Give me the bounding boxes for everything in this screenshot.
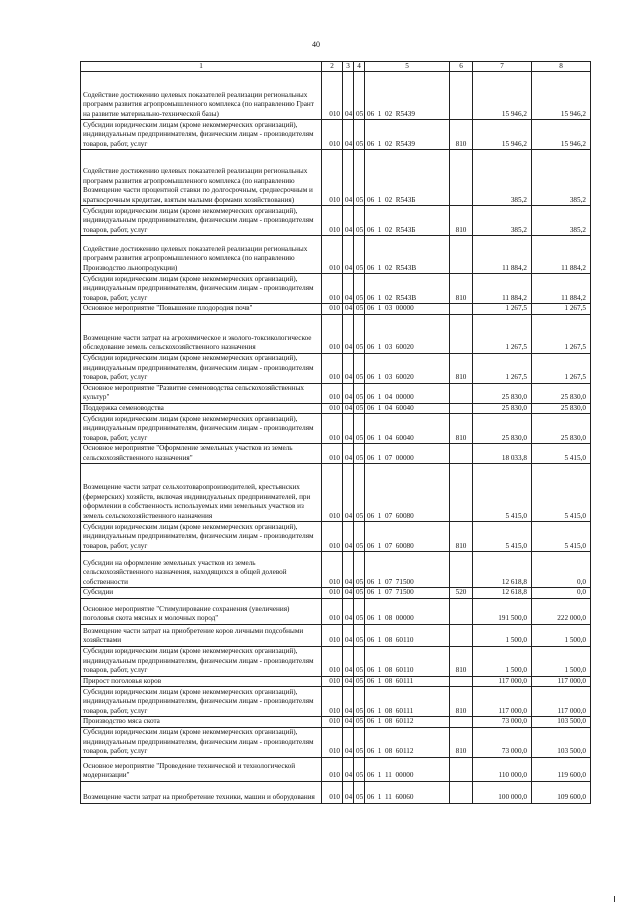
amount-year1: 15 946,2	[473, 120, 532, 150]
section-code: 010	[322, 274, 343, 304]
table-row	[81, 304, 591, 315]
amount-year2: 1 500,0	[532, 624, 591, 646]
subsection2-code: 05	[354, 687, 365, 717]
subsection-code: 04	[343, 624, 354, 646]
amount-year2: 1 500,0	[532, 646, 591, 676]
section-code: 010	[322, 403, 343, 414]
subsection-code: 04	[343, 206, 354, 236]
subsection-code: 04	[343, 403, 354, 414]
amount-year2: 117 000,0	[532, 676, 591, 687]
section-code: 010	[322, 206, 343, 236]
expense-type-code	[450, 304, 473, 315]
amount-year2: 385,2	[532, 206, 591, 236]
subsection-code: 04	[343, 646, 354, 676]
row-description: Возмещение части затрат на приобретение коров личными подсобными хозяйствами	[81, 624, 322, 646]
expense-type-code	[450, 781, 473, 803]
amount-year2: 11 884,2	[532, 236, 591, 274]
amount-year1: 73 000,0	[473, 727, 532, 757]
row-description: Субсидии на оформление земельных участков из земель сельскохозяйственного назначения, находящихся в общей долевой собственности	[81, 552, 322, 588]
target-article-code: 06 1 02 R5439	[365, 72, 450, 120]
section-code: 010	[322, 383, 343, 403]
amount-year1: 1 500,0	[473, 624, 532, 646]
target-article-code: 06 1 11 00000	[365, 757, 450, 781]
target-article-code: 06 1 02 R543Б	[365, 150, 450, 206]
target-article-code: 06 1 07 71500	[365, 588, 450, 599]
subsection2-code: 05	[354, 383, 365, 403]
table-row	[81, 727, 591, 757]
subsection2-code: 05	[354, 444, 365, 464]
subsection2-code: 05	[354, 588, 365, 599]
subsection-code: 04	[343, 727, 354, 757]
amount-year1: 110 000,0	[473, 757, 532, 781]
amount-year2: 25 830,0	[532, 414, 591, 444]
row-description: Субсидии юридическим лицам (кроме некоммерческих организаций), индивидуальным предпринимателям, физическим лицам - производителям товаров, работ, услуг	[81, 206, 322, 236]
section-code: 010	[322, 120, 343, 150]
row-description: Возмещение части затрат сельхозтоваропроизводителей, крестьянских (фермерских) хозяйств, включая индивидуальных предпринимателей, при оформлении в собственность используемых ими земельных участков из земель сельскохозяйственного назначения	[81, 464, 322, 522]
header-cell: 6	[450, 62, 473, 72]
expense-type-code: 810	[450, 120, 473, 150]
amount-year2: 222 000,0	[532, 598, 591, 624]
table-row	[81, 72, 591, 120]
row-description: Субсидии юридическим лицам (кроме некоммерческих организаций), индивидуальным предпринимателям, физическим лицам - производителям товаров, работ, услуг	[81, 727, 322, 757]
row-description: Основное мероприятие "Проведение технической и технологической модернизации"	[81, 757, 322, 781]
subsection2-code: 05	[354, 206, 365, 236]
expense-type-code	[450, 676, 473, 687]
table-row	[81, 522, 591, 552]
target-article-code: 06 1 02 R5439	[365, 120, 450, 150]
header-cell: 5	[365, 62, 450, 72]
amount-year2: 119 600,0	[532, 757, 591, 781]
amount-year2: 15 946,2	[532, 120, 591, 150]
subsection-code: 04	[343, 687, 354, 717]
amount-year1: 5 415,0	[473, 464, 532, 522]
expense-type-code: 810	[450, 353, 473, 383]
section-code: 010	[322, 676, 343, 687]
row-description: Субсидии юридическим лицам (кроме некоммерческих организаций), индивидуальным предпринимателям, физическим лицам - производителям товаров, работ, услуг	[81, 646, 322, 676]
table-row	[81, 717, 591, 728]
subsection-code: 04	[343, 598, 354, 624]
amount-year1: 11 884,2	[473, 274, 532, 304]
section-code: 010	[322, 72, 343, 120]
target-article-code: 06 1 03 60020	[365, 314, 450, 353]
subsection-code: 04	[343, 314, 354, 353]
subsection2-code: 05	[354, 274, 365, 304]
table-row	[81, 414, 591, 444]
amount-year1: 191 500,0	[473, 598, 532, 624]
section-code: 010	[322, 552, 343, 588]
expense-type-code	[450, 717, 473, 728]
row-description: Производство мяса скота	[81, 717, 322, 728]
expense-type-code	[450, 552, 473, 588]
subsection-code: 04	[343, 304, 354, 315]
subsection2-code: 05	[354, 403, 365, 414]
amount-year1: 5 415,0	[473, 522, 532, 552]
table-row	[81, 383, 591, 403]
section-code: 010	[322, 522, 343, 552]
subsection-code: 04	[343, 120, 354, 150]
subsection2-code: 05	[354, 598, 365, 624]
amount-year1: 1 500,0	[473, 646, 532, 676]
row-description: Основное мероприятие "Повышение плодородия почв"	[81, 304, 322, 315]
subsection-code: 04	[343, 552, 354, 588]
expense-type-code	[450, 403, 473, 414]
subsection-code: 04	[343, 781, 354, 803]
target-article-code: 06 1 04 60040	[365, 414, 450, 444]
subsection-code: 04	[343, 353, 354, 383]
subsection2-code: 05	[354, 120, 365, 150]
page-number: 40	[312, 40, 320, 49]
expense-type-code	[450, 383, 473, 403]
table-row	[81, 588, 591, 599]
row-description: Основное мероприятие "Оформление земельных участков из земель сельскохозяйственного назначения"	[81, 444, 322, 464]
table-row	[81, 757, 591, 781]
subsection-code: 04	[343, 676, 354, 687]
header-cell: 7	[473, 62, 532, 72]
expense-type-code: 810	[450, 206, 473, 236]
expense-type-code	[450, 624, 473, 646]
table-row	[81, 236, 591, 274]
subsection2-code: 05	[354, 727, 365, 757]
subsection-code: 04	[343, 588, 354, 599]
subsection2-code: 05	[354, 757, 365, 781]
target-article-code: 06 1 04 00000	[365, 383, 450, 403]
amount-year1: 100 000,0	[473, 781, 532, 803]
target-article-code: 06 1 08 60111	[365, 687, 450, 717]
section-code: 010	[322, 314, 343, 353]
subsection2-code: 05	[354, 464, 365, 522]
table-row	[81, 676, 591, 687]
header-cell: 4	[354, 62, 365, 72]
row-description: Субсидии юридическим лицам (кроме некоммерческих организаций), индивидуальным предпринимателям, физическим лицам - производителям товаров, работ, услуг	[81, 522, 322, 552]
subsection2-code: 05	[354, 314, 365, 353]
row-description: Поддержка семеноводства	[81, 403, 322, 414]
subsection-code: 04	[343, 72, 354, 120]
target-article-code: 06 1 07 00000	[365, 444, 450, 464]
amount-year1: 12 618,8	[473, 588, 532, 599]
target-article-code: 06 1 08 60110	[365, 624, 450, 646]
amount-year1: 1 267,5	[473, 353, 532, 383]
amount-year2: 103 500,0	[532, 727, 591, 757]
subsection2-code: 05	[354, 781, 365, 803]
amount-year2: 1 267,5	[532, 353, 591, 383]
section-code: 010	[322, 304, 343, 315]
section-code: 010	[322, 588, 343, 599]
section-code: 010	[322, 646, 343, 676]
target-article-code: 06 1 08 00000	[365, 598, 450, 624]
section-code: 010	[322, 687, 343, 717]
expense-type-code: 810	[450, 274, 473, 304]
amount-year1: 25 830,0	[473, 383, 532, 403]
target-article-code: 06 1 03 60020	[365, 353, 450, 383]
section-code: 010	[322, 781, 343, 803]
amount-year2: 1 267,5	[532, 304, 591, 315]
amount-year2: 1 267,5	[532, 314, 591, 353]
section-code: 010	[322, 353, 343, 383]
header-row	[81, 62, 591, 72]
table-row	[81, 314, 591, 353]
subsection2-code: 05	[354, 624, 365, 646]
subsection-code: 04	[343, 757, 354, 781]
subsection-code: 04	[343, 150, 354, 206]
amount-year2: 11 884,2	[532, 274, 591, 304]
subsection-code: 04	[343, 274, 354, 304]
subsection2-code: 05	[354, 676, 365, 687]
subsection-code: 04	[343, 522, 354, 552]
subsection2-code: 05	[354, 522, 365, 552]
row-description: Содействие достижению целевых показателей реализации региональных программ развития агропромышленного комплекса (по направлению Грант на развитие материально-технической базы)	[81, 72, 322, 120]
table-row	[81, 598, 591, 624]
amount-year1: 18 033,8	[473, 444, 532, 464]
amount-year1: 12 618,8	[473, 552, 532, 588]
subsection-code: 04	[343, 414, 354, 444]
table-row	[81, 150, 591, 206]
row-description: Субсидии юридическим лицам (кроме некоммерческих организаций), индивидуальным предпринимателям, физическим лицам - производителям товаров, работ, услуг	[81, 353, 322, 383]
section-code: 010	[322, 727, 343, 757]
amount-year1: 1 267,5	[473, 304, 532, 315]
amount-year2: 25 830,0	[532, 403, 591, 414]
subsection2-code: 05	[354, 552, 365, 588]
row-description: Возмещение части затрат на агрохимическое и эколого-токсикологическое обследование земель сельскохозяйственного назначения	[81, 314, 322, 353]
expense-type-code	[450, 150, 473, 206]
expense-type-code	[450, 72, 473, 120]
row-description: Содействие достижению целевых показателей реализации региональных программ развития агропромышленного комплекса (по направлению Возмещение части процентной ставки по долгосрочным, среднесрочным и краткосрочным кредитам, взятым малыми формами хозяйствования)	[81, 150, 322, 206]
subsection-code: 04	[343, 444, 354, 464]
expense-type-code: 810	[450, 646, 473, 676]
expense-type-code: 520	[450, 588, 473, 599]
amount-year2: 15 946,2	[532, 72, 591, 120]
amount-year2: 109 600,0	[532, 781, 591, 803]
row-description: Содействие достижению целевых показателей реализации региональных программ развития агропромышленного комплекса (по направлению Производство льнопродукции)	[81, 236, 322, 274]
target-article-code: 06 1 02 R543В	[365, 236, 450, 274]
section-code: 010	[322, 414, 343, 444]
target-article-code: 06 1 07 60080	[365, 464, 450, 522]
amount-year2: 5 415,0	[532, 464, 591, 522]
target-article-code: 06 1 02 R543Б	[365, 206, 450, 236]
table-row	[81, 646, 591, 676]
amount-year2: 385,2	[532, 150, 591, 206]
expense-type-code: 810	[450, 414, 473, 444]
subsection-code: 04	[343, 464, 354, 522]
table-body	[81, 62, 591, 804]
target-article-code: 06 1 04 60040	[365, 403, 450, 414]
amount-year2: 0,0	[532, 552, 591, 588]
table-row	[81, 444, 591, 464]
section-code: 010	[322, 236, 343, 274]
header-cell: 8	[532, 62, 591, 72]
table-row	[81, 120, 591, 150]
expense-type-code	[450, 757, 473, 781]
target-article-code: 06 1 08 60111	[365, 676, 450, 687]
table-row	[81, 781, 591, 803]
subsection-code: 04	[343, 236, 354, 274]
subsection2-code: 05	[354, 236, 365, 274]
row-description: Субсидии юридическим лицам (кроме некоммерческих организаций), индивидуальным предпринимателям, физическим лицам - производителям товаров, работ, услуг	[81, 274, 322, 304]
amount-year2: 25 830,0	[532, 383, 591, 403]
amount-year1: 385,2	[473, 206, 532, 236]
subsection2-code: 05	[354, 72, 365, 120]
amount-year2: 117 000,0	[532, 687, 591, 717]
row-description: Основное мероприятие "Стимулирование сохранения (увеличения) поголовья скота мясных и молочных пород"	[81, 598, 322, 624]
expense-type-code: 810	[450, 522, 473, 552]
subsection2-code: 05	[354, 646, 365, 676]
section-code: 010	[322, 464, 343, 522]
target-article-code: 06 1 11 60060	[365, 781, 450, 803]
expense-type-code	[450, 444, 473, 464]
expense-type-code: 810	[450, 687, 473, 717]
target-article-code: 06 1 03 00000	[365, 304, 450, 315]
header-cell: 3	[343, 62, 354, 72]
section-code: 010	[322, 598, 343, 624]
row-description: Субсидии	[81, 588, 322, 599]
table-row	[81, 624, 591, 646]
amount-year1: 25 830,0	[473, 414, 532, 444]
amount-year1: 1 267,5	[473, 314, 532, 353]
target-article-code: 06 1 02 R543В	[365, 274, 450, 304]
section-code: 010	[322, 150, 343, 206]
row-description: Возмещение части затрат на приобретение техники, машин и оборудования	[81, 781, 322, 803]
amount-year1: 73 000,0	[473, 717, 532, 728]
section-code: 010	[322, 444, 343, 464]
amount-year1: 117 000,0	[473, 676, 532, 687]
expense-type-code	[450, 464, 473, 522]
amount-year1: 11 884,2	[473, 236, 532, 274]
section-code: 010	[322, 624, 343, 646]
header-cell: 1	[81, 62, 322, 72]
subsection2-code: 05	[354, 304, 365, 315]
row-description: Основное мероприятие "Развитие семеноводства сельскохозяйственных культур"	[81, 383, 322, 403]
budget-table	[80, 61, 591, 804]
table-row	[81, 403, 591, 414]
section-code: 010	[322, 757, 343, 781]
expense-type-code	[450, 236, 473, 274]
amount-year2: 5 415,0	[532, 522, 591, 552]
table-row	[81, 687, 591, 717]
subsection2-code: 05	[354, 414, 365, 444]
row-description: Прирост поголовья коров	[81, 676, 322, 687]
target-article-code: 06 1 08 60110	[365, 646, 450, 676]
page-edge-mark	[614, 896, 615, 902]
subsection2-code: 05	[354, 353, 365, 383]
table-row	[81, 206, 591, 236]
amount-year2: 0,0	[532, 588, 591, 599]
subsection2-code: 05	[354, 150, 365, 206]
expense-type-code	[450, 314, 473, 353]
subsection-code: 04	[343, 383, 354, 403]
amount-year1: 385,2	[473, 150, 532, 206]
row-description: Субсидии юридическим лицам (кроме некоммерческих организаций), индивидуальным предпринимателям, физическим лицам - производителям товаров, работ, услуг	[81, 414, 322, 444]
table-row	[81, 464, 591, 522]
amount-year2: 5 415,0	[532, 444, 591, 464]
row-description: Субсидии юридическим лицам (кроме некоммерческих организаций), индивидуальным предпринимателям, физическим лицам - производителям товаров, работ, услуг	[81, 120, 322, 150]
table-row	[81, 274, 591, 304]
target-article-code: 06 1 08 60112	[365, 717, 450, 728]
subsection-code: 04	[343, 717, 354, 728]
amount-year1: 25 830,0	[473, 403, 532, 414]
header-cell: 2	[322, 62, 343, 72]
amount-year2: 103 500,0	[532, 717, 591, 728]
target-article-code: 06 1 07 60080	[365, 522, 450, 552]
amount-year1: 15 946,2	[473, 72, 532, 120]
table-row	[81, 552, 591, 588]
expense-type-code	[450, 598, 473, 624]
subsection2-code: 05	[354, 717, 365, 728]
section-code: 010	[322, 717, 343, 728]
target-article-code: 06 1 08 60112	[365, 727, 450, 757]
target-article-code: 06 1 07 71500	[365, 552, 450, 588]
row-description: Субсидии юридическим лицам (кроме некоммерческих организаций), индивидуальным предпринимателям, физическим лицам - производителям товаров, работ, услуг	[81, 687, 322, 717]
table-row	[81, 353, 591, 383]
expense-type-code: 810	[450, 727, 473, 757]
amount-year1: 117 000,0	[473, 687, 532, 717]
